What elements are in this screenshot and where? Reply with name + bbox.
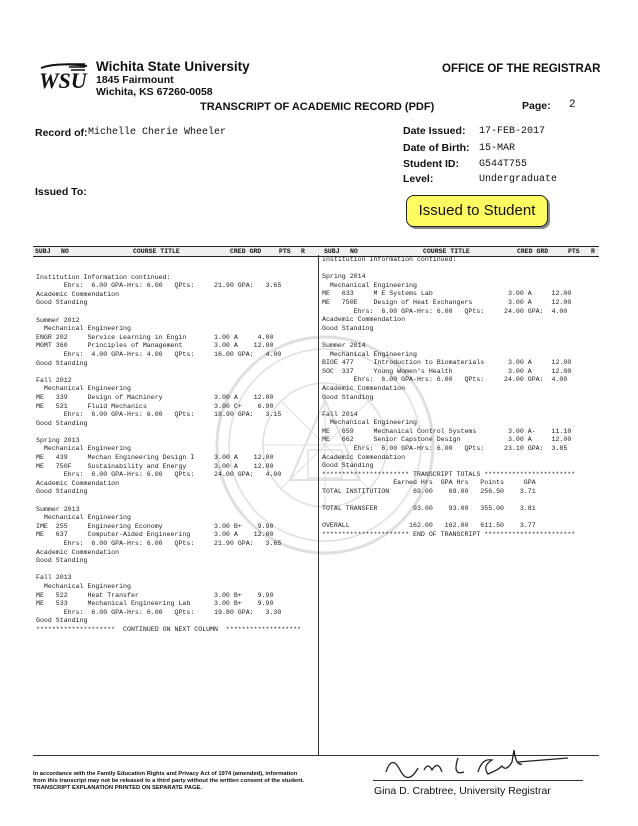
transcript-line: ME 637 Computer-Aided Engineering 3.00 A 12.00 [36,531,274,539]
transcript-line [36,308,301,317]
transcript-line: Ehrs: 6.00 GPA-Hrs: 6.00 QPts: 23.10 GPA: 3.85 [322,445,568,453]
transcript-line: Earned Hrs GPA Hrs Points GPA [322,479,536,487]
transcript-line: Academic Commendation [322,316,406,324]
transcript-line: Mechanical Engineering [36,385,131,393]
date-issued-value: 17-FEB-2017 [479,126,546,137]
transcript-line: ME 522 Heat Transfer 3.00 B+ 9.90 [36,591,274,599]
col-subj-right: SUBJ [324,248,340,255]
transcript-line: ME 339 Design of Machinery 3.00 A 12.00 [36,393,274,401]
address-line-2: Wichita, KS 67260-0058 [96,86,213,98]
transcript-line [322,402,575,411]
col-no: NO [61,248,69,255]
transcript-line: Good Standing [36,299,88,307]
level-label: Level: [403,173,434,185]
transcript-line: Good Standing [36,617,88,625]
transcript-line: OVERALL 162.00 162.00 611.50 3.77 [322,522,536,530]
date-issued-label: Date Issued: [403,125,466,137]
transcript-line: Good Standing [322,393,374,401]
col-title-right: COURSE TITLE [423,248,470,255]
transcript-line: Academic Commendation [322,384,406,392]
transcript-line [322,265,575,274]
transcript-line: Ehrs: 6.00 GPA-Hrs: 6.00 QPts: 24.00 GPA: 4.00 [322,376,568,384]
issued-to-label: Issued To: [35,186,87,198]
transcript-line: Mechanical Engineering [322,350,417,358]
transcript-line: Ehrs: 6.00 GPA-Hrs: 6.00 QPts: 21.90 GPA: 3.65 [36,282,282,290]
transcript-line: TOTAL INSTITUTION 69.00 69.00 256.50 3.71 [322,488,536,496]
transcript-line [36,497,301,506]
address-line-1: 1845 Fairmount [96,74,174,86]
transcript-line: Fall 2012 [36,376,72,384]
transcript-line: Good Standing [36,419,88,427]
ferpa-line-3: TRANSCRIPT EXPLANATION PRINTED ON SEPARATE PAGE. [33,785,202,791]
left-column [36,265,301,635]
transcript-line: Summer 2013 [36,505,80,513]
col-no-right: NO [350,248,358,255]
office-of-registrar: OFFICE OF THE REGISTRAR [442,63,601,75]
transcript-line: ME 662 Senior Capstone Design 3.00 A 12.00 [322,436,572,444]
transcript-line: Spring 2013 [36,436,80,444]
student-name: Michelle Cherie Wheeler [88,127,227,138]
transcript-line: ME 439 Mechan Engineering Design I 3.00 A 12.00 [36,454,274,462]
transcript-line: Ehrs: 6.00 GPA-Hrs: 6.00 QPts: 21.90 GPA: 3.65 [36,540,282,547]
transcript-line: Ehrs: 6.00 GPA-Hrs: 6.00 QPts: 18.90 GPA: 3.15 [36,411,282,419]
transcript-line: Mechanical Engineering [322,281,417,289]
wsu-logo [37,60,95,94]
transcript-line: Academic Commendation [36,479,120,487]
transcript-line: Good Standing [36,557,88,565]
column-divider [318,255,319,755]
transcript-line: Institution Information continued: [322,256,457,263]
transcript-line: Ehrs: 6.00 GPA-Hrs: 6.00 QPts: 19.80 GPA: 3.30 [36,608,282,616]
transcript-line: ENGR 202 Service Learning in Engin 1.00 A 4.00 [36,333,274,341]
student-id-value: G544T755 [479,159,528,170]
transcript-line: Mechanical Engineering [36,325,131,333]
transcript-line: ME 659 Mechanical Control Systems 3.00 A- 11.10 [322,427,572,435]
level-value: Undergraduate [479,174,558,185]
col-r-right: R [591,248,595,255]
transcript-line: IME 255 Engineering Economy 3.00 B+ 9.90 [36,522,274,530]
col-pts: PTS [279,248,291,255]
transcript-line: Spring 2014 [322,273,366,281]
transcript-line: SOC 337 Young Women's Health 3.00 A 12.00 [322,367,572,375]
col-r: R [301,248,305,255]
col-subj: SUBJ [35,248,51,255]
transcript-line: ME 750F Sustainability and Energy 3.00 A 12.00 [36,462,274,470]
student-id-label: Student ID: [403,158,459,170]
transcript-line [36,566,301,575]
transcript-line: Mechanical Engineering [322,419,417,427]
signature-line [373,780,583,781]
transcript-line: Good Standing [36,488,88,496]
col-cred-grd-right: CRED GRD [517,248,549,255]
col-title: COURSE TITLE [133,248,180,255]
transcript-line: Academic Commendation [36,290,120,298]
transcript-line: Summer 2014 [322,341,366,349]
transcript-line: BIOE 477 Introduction to Biomaterials 3.00 A 12.00 [322,359,572,367]
page-number: 2 [569,99,576,111]
registrar-signature [378,750,578,780]
transcript-line [36,265,301,274]
transcript-line: Fall 2013 [36,574,72,582]
transcript-line: TOTAL TRANSFER 93.00 93.00 355.00 3.81 [322,505,536,513]
transcript-line: Ehrs: 4.00 GPA-Hrs: 4.00 QPts: 16.00 GPA: 4.00 [36,350,282,358]
university-name: Wichita State University [96,59,250,74]
transcript-line [322,333,575,342]
transcript-line [36,428,301,437]
transcript-line: MGMT 360 Principles of Management 3.00 A 12.00 [36,342,274,350]
ferpa-line-2: from this transcript may not be released to a third party without the written consent of the student. [33,778,305,784]
transcript-line: Mechanical Engineering [36,514,131,522]
transcript-line: Mechanical Engineering [36,445,131,453]
transcript-line: ME 633 M E Systems Lab 3.00 A 12.00 [322,290,572,298]
dob-label: Date of Birth: [403,142,470,154]
dob-value: 15-MAR [479,143,516,154]
transcript-line: ********************** TRANSCRIPT TOTALS *********************** [322,470,576,478]
transcript-line: ME 750E Design of Heat Exchangers 3.00 A 12.00 [322,298,572,306]
transcript-line: Institution Information continued: [36,273,171,281]
transcript-line [36,368,301,377]
right-column [322,256,575,540]
record-of-label: Record of: [35,127,88,139]
transcript-line: Ehrs: 6.00 GPA-Hrs: 6.00 QPts: 24.00 GPA: 4.00 [322,307,568,315]
transcript-line: ******************** CONTINUED ON NEXT COLUMN ******************* [36,625,302,633]
ferpa-notice [33,771,304,792]
registrar-name: Gina D. Crabtree, University Registrar [374,785,551,797]
col-pts-right: PTS [568,248,580,255]
svg-text:WSU: WSU [39,68,87,93]
ferpa-line-1: In accordance with the Family Education Rights and Privacy Act of 1974 (amended), information [33,771,298,777]
document-title: TRANSCRIPT OF ACADEMIC RECORD (PDF) [200,101,435,113]
transcript-line: Academic Commendation [322,453,406,461]
transcript-line [322,497,575,506]
transcript-line: ME 533 Mechanical Engineering Lab 3.00 B+ 9.90 [36,600,274,608]
transcript-line [322,514,575,523]
transcript-line: ********************** END OF TRANSCRIPT *********************** [322,531,576,538]
transcript-line: Good Standing [322,324,374,332]
transcript-line: Good Standing [36,359,88,367]
transcript-line: Good Standing [322,462,374,470]
issued-to-student-stamp: Issued to Student [406,195,548,227]
transcript-line: Ehrs: 6.00 GPA-Hrs: 6.00 QPts: 24.00 GPA: 4.00 [36,471,282,479]
transcript-line: Summer 2012 [36,316,80,324]
page-label: Page: [522,100,551,112]
col-cred-grd: CRED GRD [230,248,262,255]
transcript-line: Academic Commendation [36,548,120,556]
transcript-line: Mechanical Engineering [36,582,131,590]
transcript-line: ME 521 Fluid Mechanics 3.00 C+ 6.90 [36,402,274,410]
transcript-line: Fall 2014 [322,410,358,418]
